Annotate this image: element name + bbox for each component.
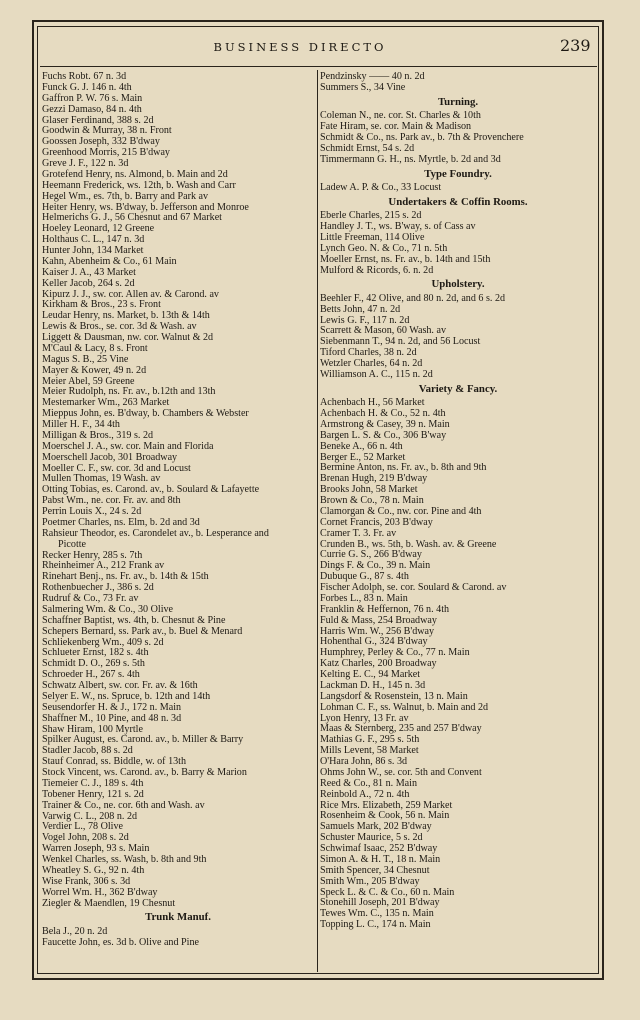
directory-entry: Berger E., 52 Market (320, 451, 406, 463)
directory-entry: Grotefend Henry, ns. Almond, b. Main and 2d (42, 168, 228, 180)
directory-entry: Pendzinsky —— 40 n. 2d (320, 71, 425, 82)
directory-entry: Gaffron P. W. 76 s. Main (42, 92, 143, 104)
directory-entry: Brown & Co., 78 n. Main (320, 495, 424, 507)
directory-entry: Hunter John, 134 Market (42, 245, 144, 256)
directory-entry: Rosenheim & Cook, 56 n. Main (320, 810, 450, 822)
directory-entry: Tiemeier C. J., 189 s. 4th (42, 777, 144, 789)
directory-entry: Rudruf & Co., 73 Fr. av (42, 593, 139, 604)
directory-entry: Schmidt Ernst, 54 s. 2d (320, 142, 415, 154)
directory-entry: Schroeder H., 267 s. 4th (42, 669, 140, 681)
directory-entry: Harris Wm. W., 256 B'dway (320, 625, 435, 637)
directory-entry: Schaffner Baptist, ws. 4th, b. Chesnut & Pine (42, 614, 226, 626)
directory-entry: Eberle Charles, 215 s. 2d (320, 210, 422, 222)
section-heading: Trunk Manuf. (145, 911, 211, 924)
directory-entry: Kipurz J. J., sw. cor. Allen av. & Carond. av (42, 288, 219, 300)
directory-entry: Greenhood Morris, 215 B'dway (42, 147, 170, 159)
directory-entry: Ziegler & Maendlen, 19 Chesnut (42, 897, 176, 909)
directory-entry: Brooks John, 58 Market (320, 484, 418, 496)
directory-entry: Schmidt D. O., 269 s. 5th (42, 658, 145, 670)
directory-entry: Smith Wm., 205 B'dway (320, 875, 420, 887)
directory-entry: Helmerichs G. J., 56 Chesnut and 67 Market (42, 212, 222, 224)
directory-entry: Samuels Mark, 202 B'dway (320, 821, 432, 833)
directory-entry: Schuster Maurice, 5 s. 2d (320, 832, 423, 844)
directory-entry: Fate Hiram, se. cor. Main & Madison (320, 121, 472, 133)
running-header: BUSINESS DIRECTO (213, 40, 387, 54)
directory-entry: Liggett & Dausman, nw. cor. Walnut & 2d (42, 332, 214, 343)
directory-entry: Moerschel J. A., sw. cor. Main and Florida (42, 440, 214, 452)
directory-entry: O'Hara John, 86 s. 3d (320, 756, 408, 768)
directory-entry: Kahn, Abenheim & Co., 61 Main (42, 255, 177, 267)
directory-entry: Funck G. J. 146 n. 4th (42, 81, 132, 93)
directory-entry: Dings F. & Co., 39 n. Main (320, 560, 431, 572)
directory-entry: Kirkham & Bros., 23 s. Front (42, 299, 161, 311)
directory-entry: Warren Joseph, 93 s. Main (42, 843, 150, 855)
directory-entry: Vogel John, 208 s. 2d (42, 832, 129, 844)
directory-entry: Ladew A. P. & Co., 33 Locust (320, 181, 442, 193)
directory-entry: Hohenthal G., 324 B'dway (320, 636, 428, 648)
directory-entry: Poetmer Charles, ns. Elm, b. 2d and 3d (42, 516, 200, 528)
directory-entry: Hegel Wm., es. 7th, b. Barry and Park av (42, 190, 209, 202)
directory-entry: Scarrett & Mason, 60 Wash. av (320, 325, 446, 337)
directory-entry: Fuld & Mass, 254 Broadway (320, 614, 437, 626)
directory-entry: Wetzler Charles, 64 n. 2d (320, 358, 423, 370)
directory-entry: Handley J. T., ws. B'way, s. of Cass av (320, 221, 476, 233)
directory-entry: Crunden B., ws. 5th, b. Wash. av. & Greene (320, 538, 497, 550)
directory-entry: Kelting E. C., 94 Market (320, 669, 421, 681)
directory-entry: Salmering Wm. & Co., 30 Olive (42, 603, 174, 615)
directory-entry: Leudar Henry, ns. Market, b. 13th & 14th (42, 310, 210, 322)
directory-entry: Trainer & Co., ne. cor. 6th and Wash. av (42, 799, 205, 811)
page-number: 239 (560, 36, 591, 55)
directory-entry: Heemann Frederick, ws. 12th, b. Wash and Carr (42, 179, 236, 191)
directory-entry: Milligan & Bros., 319 s. 2d (42, 429, 154, 441)
directory-entry: Lewis & Bros., se. cor. 3d & Wash. av (42, 321, 197, 333)
directory-entry: Lyon Henry, 13 Fr. av (320, 712, 409, 724)
directory-entry: Rinehart Benj., ns. Fr. av., b. 14th & 15th (42, 571, 209, 583)
directory-entry: Summers S., 34 Vine (320, 81, 406, 93)
directory-entry: Wise Frank, 306 s. 3d (42, 875, 131, 887)
directory-entry: Beneke A., 66 n. 4th (320, 440, 403, 452)
directory-entry: Schwatz Albert, sw. cor. Fr. av. & 16th (42, 680, 198, 691)
directory-entry: Currie G. S., 266 B'dway (320, 549, 422, 561)
directory-entry: Tewes Wm. C., 135 n. Main (320, 908, 434, 920)
directory-entry: Mayer & Kower, 49 n. 2d (42, 364, 147, 376)
directory-entry: Stock Vincent, ws. Carond. av., b. Barry & Marion (42, 767, 247, 778)
directory-entry: Topping L. C., 174 n. Main (320, 919, 431, 931)
directory-entry: Mestemarker Wm., 263 Market (42, 397, 170, 409)
directory-entry: Miller H. F., 34 4th (42, 419, 120, 430)
directory-entry: Moerschell Jacob, 301 Broadway (42, 451, 178, 463)
directory-entry: Meier Abel, 59 Greene (42, 375, 135, 387)
directory-entry: Schmidt & Co., ns. Park av., b. 7th & Provenchere (320, 131, 524, 143)
directory-entry: Kaiser J. A., 43 Market (42, 266, 136, 278)
directory-entry: Mullen Thomas, 19 Wash. av (42, 473, 161, 485)
directory-entry: Bermine Anton, ns. Fr. av., b. 8th and 9th (320, 462, 487, 474)
directory-entry: Schepers Bernard, ss. Park av., b. Buel & Menard (42, 625, 243, 637)
directory-entry: Bargen L. S. & Co., 306 B'way (320, 429, 447, 441)
left-column (42, 72, 314, 949)
directory-entry: Maas & Sternberg, 235 and 257 B'dway (320, 723, 482, 735)
directory-entry: Moeller Ernst, ns. Fr. av., b. 14th and 15th (320, 253, 491, 265)
directory-entry: Bela J., 20 n. 2d (42, 925, 108, 937)
section-heading: Upholstery. (431, 278, 485, 291)
directory-entry: Brenan Hugh, 219 B'dway (320, 473, 428, 485)
directory-entry: Reinbold A., 72 n. 4th (320, 788, 410, 800)
directory-entry: Lackman D. H., 145 n. 3d (320, 679, 426, 691)
column-divider (317, 70, 318, 972)
section-heading: Variety & Fancy. (418, 382, 498, 395)
directory-entry: Wheatley S. G., 92 n. 4th (42, 864, 145, 876)
directory-entry: Glaser Ferdinand, 388 s. 2d (42, 114, 154, 126)
directory-entry: Speck L. & C. & Co., 60 n. Main (320, 886, 455, 898)
directory-entry: Fuchs Robt. 67 n. 3d (42, 71, 127, 82)
directory-entry: Armstrong & Casey, 39 n. Main (320, 418, 450, 430)
directory-entry: Seusendorfer H. & J., 172 n. Main (42, 701, 182, 713)
directory-entry: Stadler Jacob, 88 s. 2d (42, 745, 133, 757)
directory-entry: Mieppus John, es. B'dway, b. Chambers & Webster (42, 408, 249, 420)
directory-entry: Lynch Geo. N. & Co., 71 n. 5th (320, 242, 448, 254)
directory-entry: Dubuque G., 87 s. 4th (320, 571, 409, 583)
directory-entry: Reed & Co., 81 n. Main (320, 777, 418, 789)
directory-entry: Langsdorf & Rosenstein, 13 n. Main (320, 690, 468, 702)
directory-entry: Selyer E. W., ns. Spruce, b. 12th and 14th (42, 690, 211, 702)
directory-entry: Heiter Henry, ws. B'dway, b. Jefferson and Monroe (42, 201, 249, 213)
directory-entry: Meier Rudolph, ns. Fr. av., b.12th and 13th (42, 386, 216, 398)
directory-entry: Shaffner M., 10 Pine, and 48 n. 3d (42, 712, 182, 724)
header-rule (40, 66, 597, 67)
directory-entry: Beehler F., 42 Olive, and 80 n. 2d, and 6 s. 2d (320, 292, 506, 304)
directory-entry: Siebenmann T., 94 n. 2d, and 56 Locust (320, 336, 481, 348)
directory-entry: Tobener Henry, 121 s. 2d (42, 788, 144, 800)
directory-entry: Worrel Wm. H., 362 B'dway (42, 886, 158, 898)
directory-entry: Coleman N., ne. cor. St. Charles & 10th (320, 110, 481, 122)
directory-entry: Schlueter Ernst, 182 s. 4th (42, 647, 149, 659)
directory-entry: Stonehill Joseph, 201 B'dway (320, 897, 440, 909)
right-column (320, 72, 596, 931)
directory-entry: Lohman C. F., ss. Walnut, b. Main and 2d (320, 701, 489, 713)
directory-entry: Hoeley Leonard, 12 Greene (42, 223, 155, 235)
directory-entry: Gezzi Damaso, 84 n. 4th (42, 103, 142, 115)
directory-entry: Goossen Joseph, 332 B'dway (42, 136, 160, 148)
directory-entry: Verdier L., 78 Olive (42, 821, 124, 833)
directory-entry: Faucette John, es. 3d b. Olive and Pine (42, 936, 199, 948)
section-heading: Turning. (437, 95, 479, 108)
directory-entry: Achenbach H., 56 Market (320, 397, 425, 409)
directory-entry: Schliekenberg Wm., 409 s. 2d (42, 636, 164, 648)
directory-entry: Moeller C. F., sw. cor. 3d and Locust (42, 462, 191, 474)
directory-entry: Otting Tobias, es. Carond. av., b. Soulard & Lafayette (42, 484, 260, 496)
directory-entry: Franklin & Heffernon, 76 n. 4th (320, 603, 450, 615)
directory-entry: Betts John, 47 n. 2d (320, 303, 401, 315)
directory-entry: Pabst Wm., ne. cor. Fr. av. and 8th (42, 495, 181, 507)
directory-entry: Shaw Hiram, 100 Myrtle (42, 723, 143, 735)
directory-entry: Tiford Charles, 38 n. 2d (320, 347, 417, 359)
directory-entry: Cornet Francis, 203 B'dway (320, 516, 433, 528)
directory-entry: Timmermann G. H., ns. Myrtle, b. 2d and 3d (320, 153, 501, 165)
directory-entry: Perrin Louis X., 24 s. 2d (42, 506, 142, 517)
directory-entry: Simon A. & H. T., 18 n. Main (320, 853, 441, 865)
directory-entry: Mills Levent, 58 Market (320, 745, 419, 757)
directory-entry: Magus S. B., 25 Vine (42, 353, 129, 365)
directory-entry: Recker Henry, 285 s. 7th (42, 549, 143, 561)
section-heading: Type Foundry. (424, 167, 492, 180)
directory-entry: Williamson A. C., 115 n. 2d (320, 368, 433, 380)
directory-entry: Mulford & Ricords, 6. n. 2d (320, 264, 434, 276)
section-heading: Undertakers & Coffin Rooms. (388, 195, 528, 208)
directory-entry: Keller Jacob, 264 s. 2d (42, 277, 135, 289)
directory-entry: Ohms John W., se. cor. 5th and Convent (320, 766, 482, 778)
directory-entry: Fischer Adolph, se. cor. Soulard & Carond. av (320, 582, 507, 594)
directory-entry: Greve J. F., 122 n. 3d (42, 158, 129, 169)
directory-entry: Schwimaf Isaac, 252 B'dway (320, 843, 438, 855)
directory-entry: Achenbach H. & Co., 52 n. 4th (320, 408, 446, 420)
directory-entry: Rothenbuecher J., 386 s. 2d (42, 582, 154, 594)
directory-entry: Picotte (58, 538, 87, 550)
directory-entry: Stauf Conrad, ss. Biddle, w. of 13th (42, 756, 187, 768)
directory-entry: Clamorgan & Co., nw. cor. Pine and 4th (320, 505, 482, 517)
directory-entry: Rheinheimer A., 212 Frank av (42, 560, 165, 572)
directory-entry: Rice Mrs. Elizabeth, 259 Market (320, 799, 453, 811)
directory-entry: Humphrey, Perley & Co., 77 n. Main (320, 647, 470, 659)
directory-entry: Lewis G. F., 117 n. 2d (320, 314, 410, 326)
directory-entry: Cramer T. 3. Fr. av (320, 527, 397, 539)
directory-entry: Rahsieur Theodor, es. Carondelet av., b. Lesperance and (42, 527, 269, 539)
directory-entry: Katz Charles, 200 Broadway (320, 658, 437, 670)
directory-entry: Wenkel Charles, ss. Wash, b. 8th and 9th (42, 854, 207, 865)
directory-entry: Holthaus C. L., 147 n. 3d (42, 234, 145, 246)
directory-entry: Varwig C. L., 208 n. 2d (42, 810, 138, 822)
directory-entry: Goodwin & Murray, 38 n. Front (42, 125, 172, 137)
directory-entry: Spilker August, es. Carond. av., b. Miller & Barry (42, 734, 244, 746)
directory-entry: Smith Spencer, 34 Chesnut (320, 864, 430, 876)
directory-entry: Little Freeman, 114 Olive (320, 231, 425, 243)
directory-entry: Mathias G. F., 295 s. 5th (320, 734, 420, 746)
directory-entry: Forbes L., 83 n. Main (320, 592, 408, 604)
directory-entry: M'Caul & Lacy, 8 s. Front (42, 342, 148, 354)
